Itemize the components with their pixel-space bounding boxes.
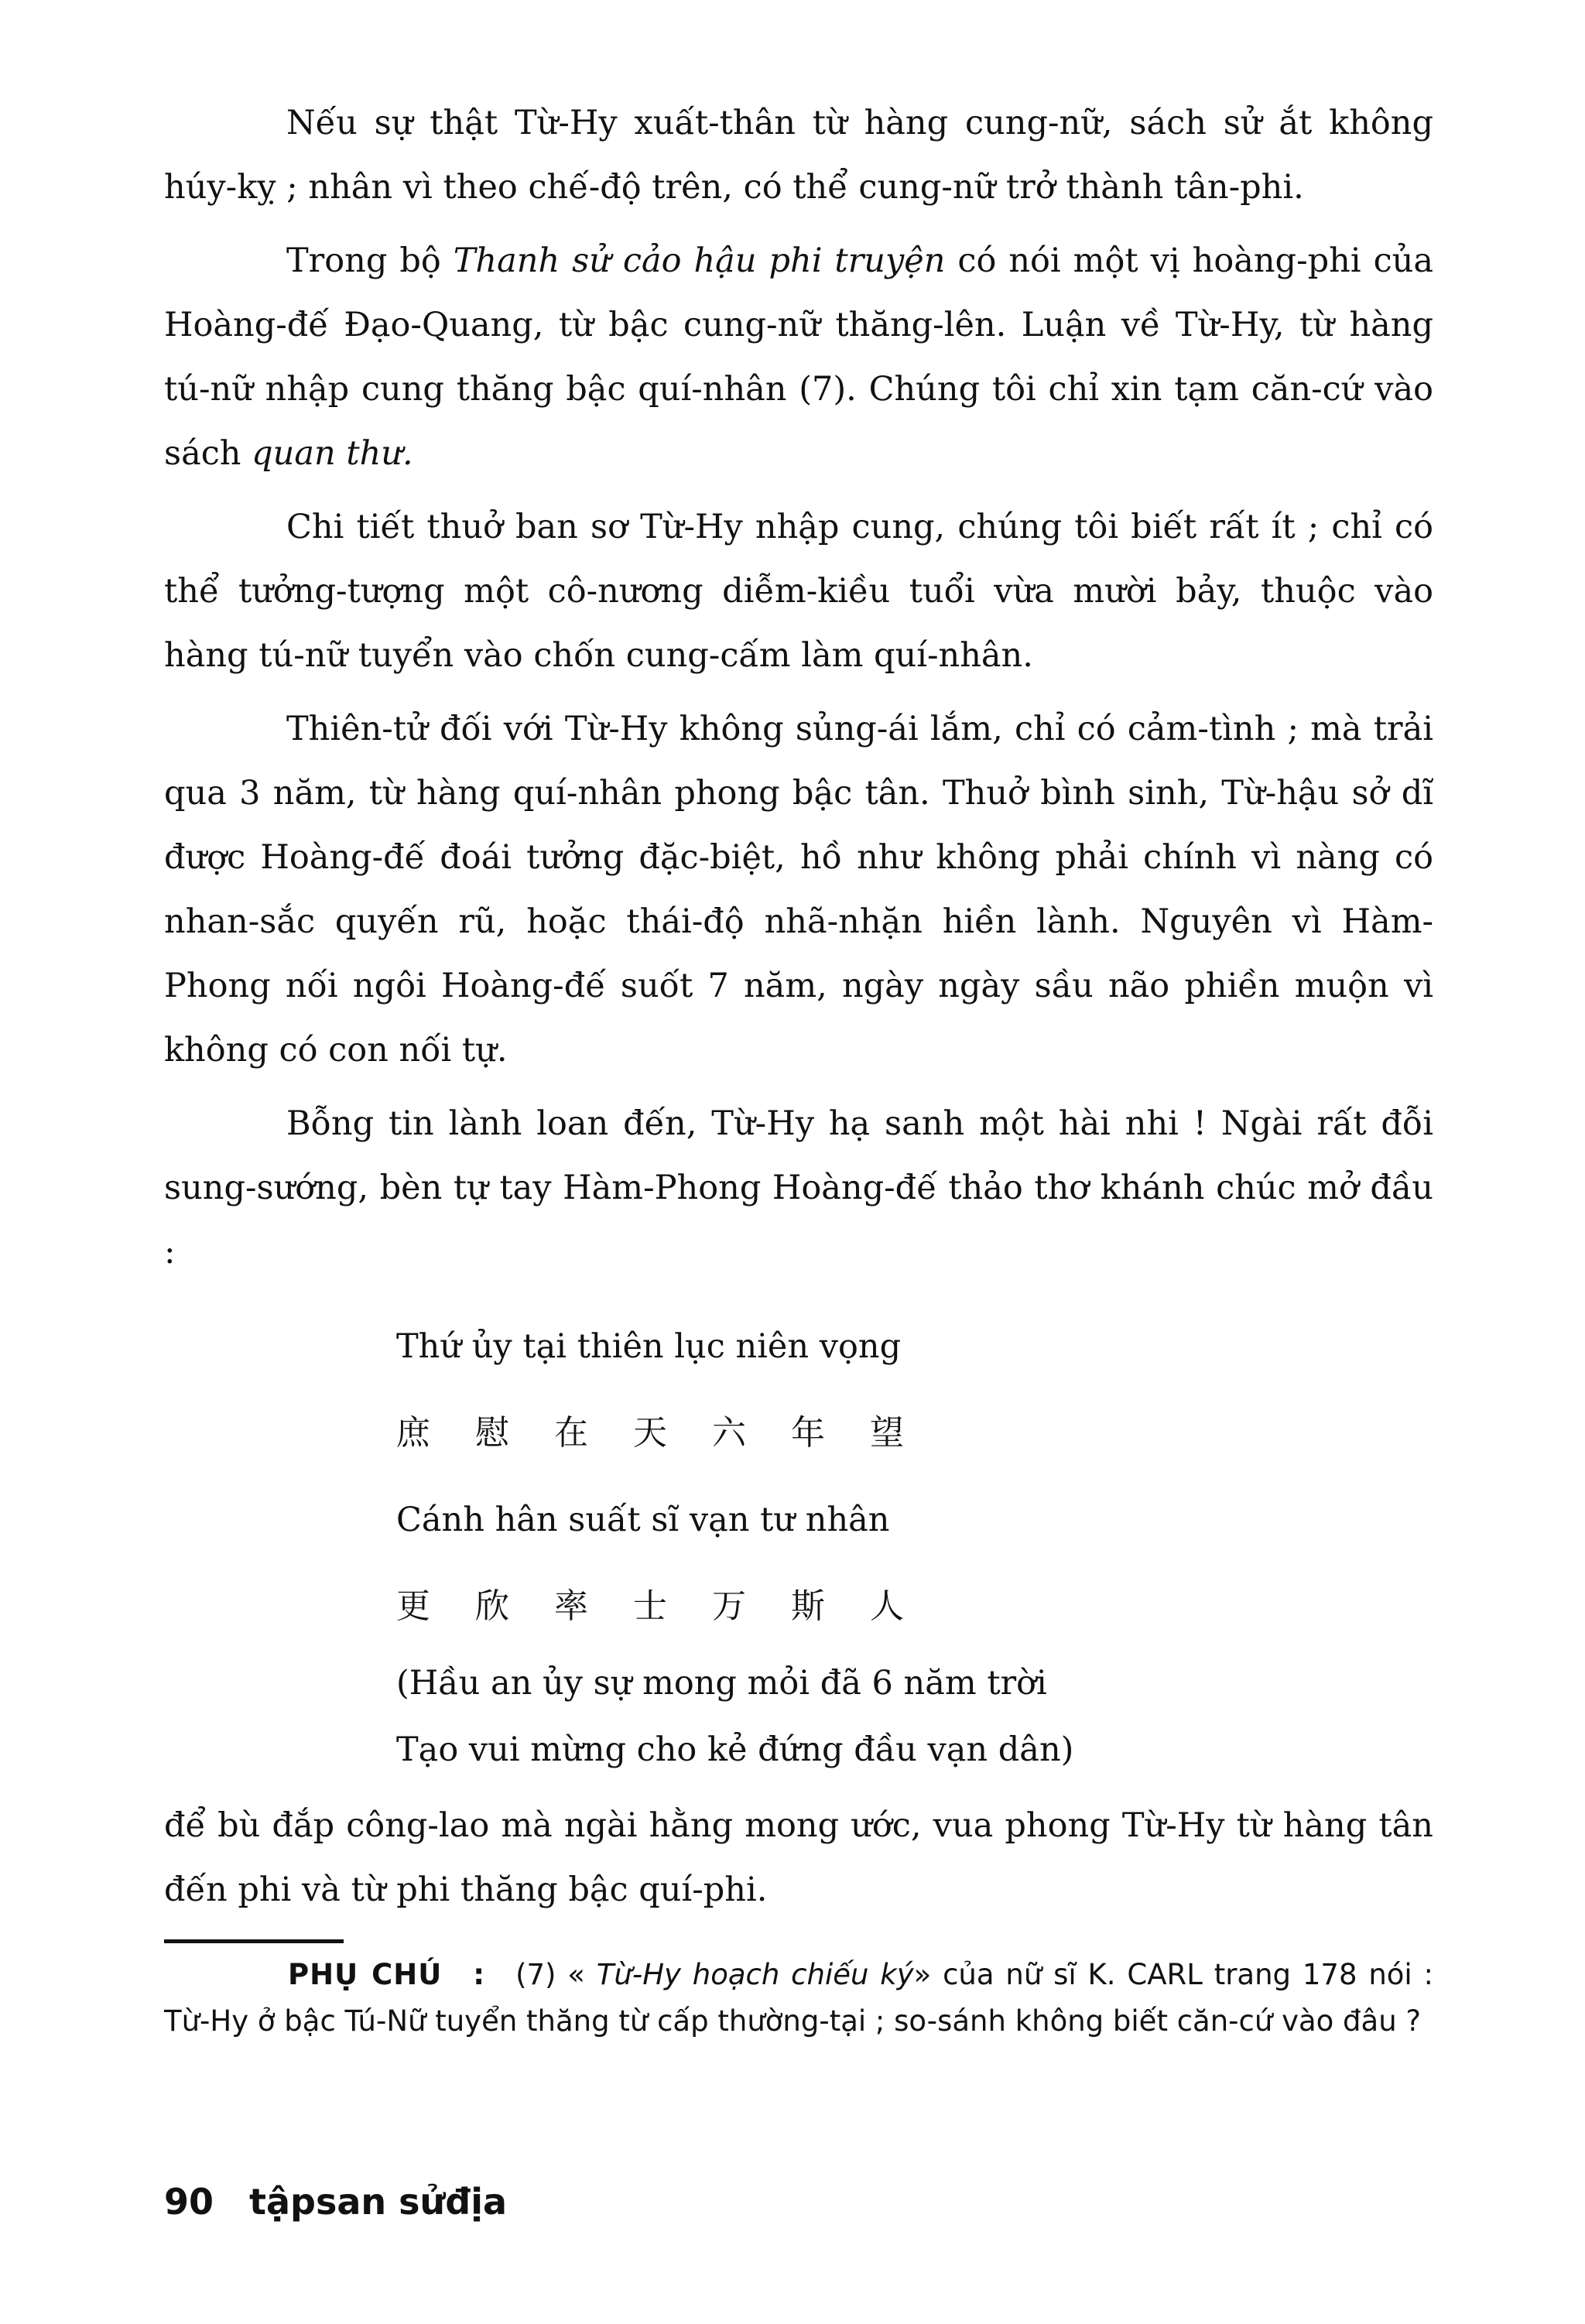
page-footer (164, 2181, 507, 2223)
footnote-ref: (7) « (515, 1958, 585, 1991)
publication-name: tậpsan sửđịa (249, 2181, 508, 2223)
page-number: 90 (164, 2181, 214, 2223)
footnote-close: » (913, 1958, 932, 1991)
footnote-separator: : (473, 1958, 485, 1991)
poem-translation-2: Tạo vui mừng cho kẻ đứng đầu vạn dân) (396, 1730, 1074, 1769)
body-text (164, 91, 1433, 1932)
footnote-label: PHỤ CHÚ (288, 1958, 443, 1991)
poem (396, 1303, 1433, 1783)
footnote-text: của nữ sĩ K. CARL trang 178 nói : Từ-Hy ở bậc Tú-Nữ tuyển thăng từ cấp thường-tại ; so-sánh không biết căn-cứ vào đâu ? (164, 1958, 1433, 2038)
paragraph-1: Nếu sự thật Từ-Hy xuất-thân từ hàng cung-nữ, sách sử ắt không húy-kỵ ; nhân vì theo chế-độ trên, có thể cung-nữ trở thành tân-phi. (164, 104, 1433, 207)
paragraph-5: Bỗng tin lành loan đến, Từ-Hy hạ sanh một hài nhi ! Ngài rất đỗi sung-sướng, bèn tự tay Hàm-Phong Hoàng-đế thảo thơ khánh chúc mở đầu : (164, 1104, 1433, 1272)
paragraph-4: Thiên-tử đối với Từ-Hy không sủng-ái lắm, chỉ có cảm-tình ; mà trải qua 3 năm, từ hàng quí-nhân phong bậc tân. Thuở bình sinh, Từ-hậu sở dĩ được Hoàng-đế đoái tưởng đặc-biệt, hồ như không phải chính vì nàng có nhan-sắc quyến rũ, hoặc thái-độ nhã-nhặn hiền lành. Nguyên vì Hàm-Phong nối ngôi Hoàng-đế suốt 7 năm, ngày ngày sầu não phiền muộn vì không có con nối tự. (164, 710, 1433, 1070)
poem-line-2-chinese: 更欣率士万斯人 (396, 1586, 949, 1626)
paragraph-2: Trong bộ Thanh sử cảo hậu phi truyện có nói một vị hoàng-phi của Hoàng-đế Đạo-Quang, từ bậc cung-nữ thăng-lên. Luận về Từ-Hy, từ hàng tú-nữ nhập cung thăng bậc quí-nhân (7). Chúng tôi chỉ xin tạm căn-cứ vào sách quan thư. (164, 241, 1433, 473)
poem-translation-1: (Hầu an ủy sự mong mỏi đã 6 năm trời (396, 1664, 1047, 1703)
footnote-rule (164, 1939, 344, 1943)
book-title-2: quan thư. (252, 434, 413, 473)
poem-line-1-chinese: 庶慰在天六年望 (396, 1413, 949, 1453)
footnote-title: Từ-Hy hoạch chiếu ký (596, 1958, 914, 1991)
poem-line-2: Cánh hân suất sĩ vạn tư nhân (396, 1501, 890, 1539)
poem-line-1: Thứ ủy tại thiên lục niên vọng (396, 1327, 902, 1366)
closing-paragraph: để bù đắp công-lao mà ngài hằng mong ước, vua phong Từ-Hy từ hàng tân đến phi và từ phi thăng bậc quí-phi. (164, 1806, 1433, 1909)
footnote (164, 1952, 1433, 2045)
paragraph-3: Chi tiết thuở ban sơ Từ-Hy nhập cung, chúng tôi biết rất ít ; chỉ có thể tưởng-tượng một cô-nương diễm-kiều tuổi vừa mười bảy, thuộc vào hàng tú-nữ tuyển vào chốn cung-cấm làm quí-nhân. (164, 508, 1433, 675)
book-title: Thanh sử cảo hậu phi truyện (453, 241, 946, 280)
